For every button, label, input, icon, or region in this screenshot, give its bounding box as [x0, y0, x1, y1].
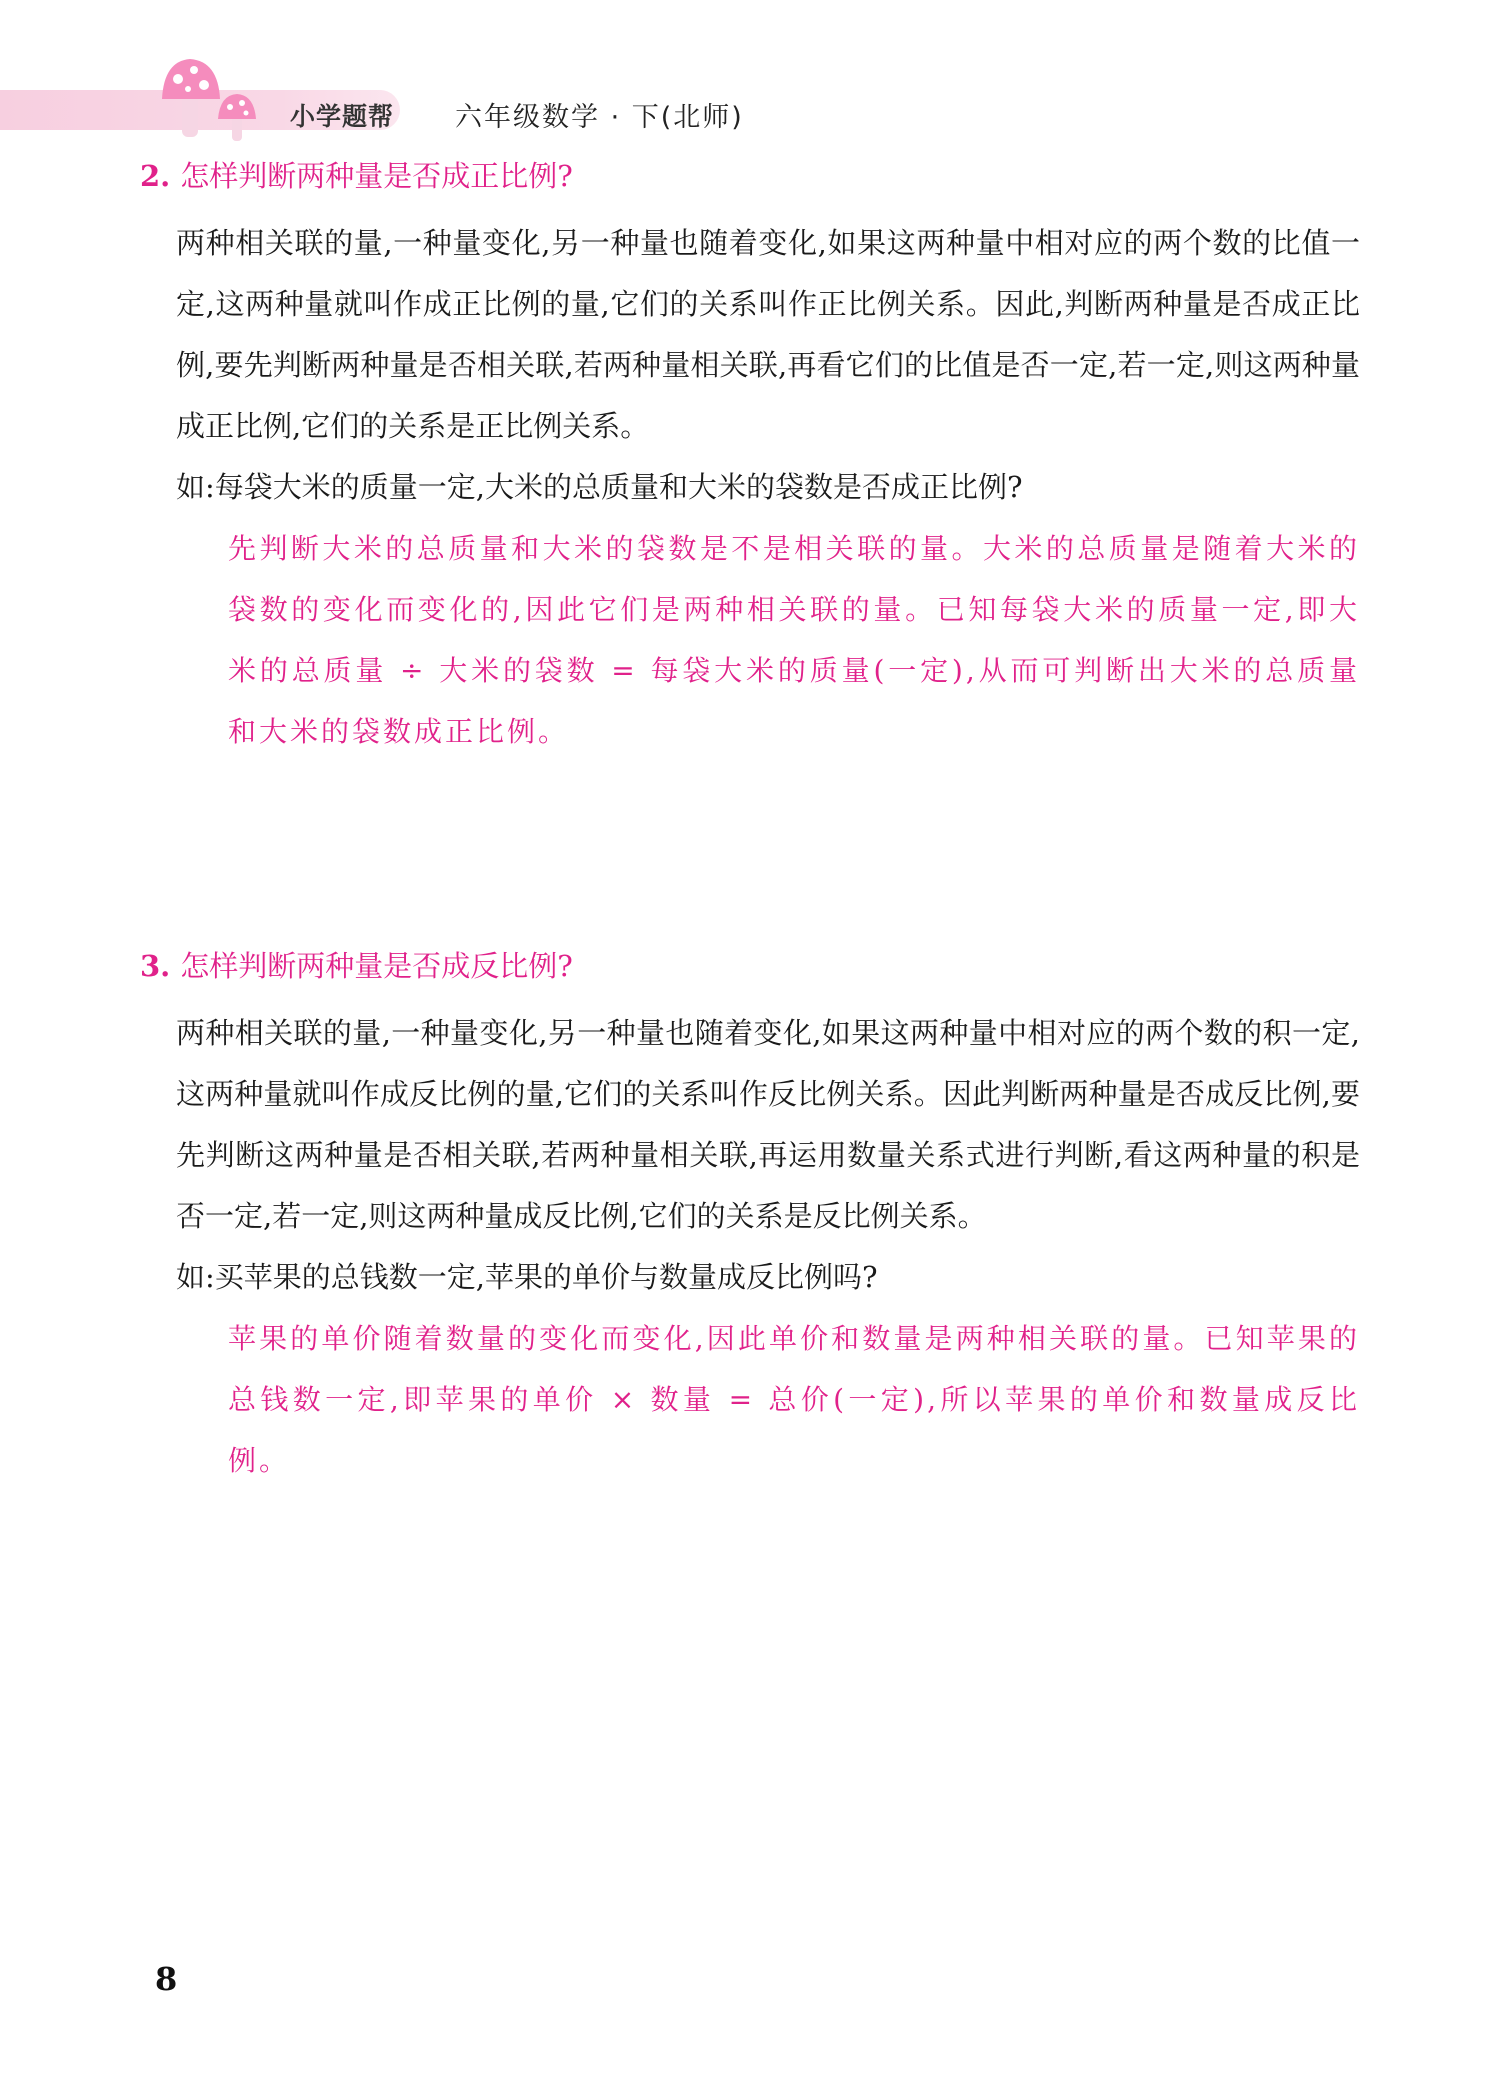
question-heading: [140, 945, 1360, 987]
page-number: 8: [155, 1960, 178, 1998]
example-question: 如:每袋大米的质量一定,大米的总质量和大米的袋数是否成正比例?: [176, 470, 1023, 504]
question-text: 怎样判断两种量是否成反比例?: [180, 949, 573, 983]
question-text: 怎样判断两种量是否成正比例?: [180, 159, 573, 193]
question-number: 3.: [140, 949, 171, 983]
section-direct-proportion: [140, 155, 1360, 762]
mushroom-logo-icon: [160, 55, 280, 155]
example-question: 如:买苹果的总钱数一定,苹果的单价与数量成反比例吗?: [176, 1260, 878, 1294]
example-answer: 苹果的单价随着数量的变化而变化,因此单价和数量是两种相关联的量。已知苹果的总钱数一定,即苹果的单价 × 数量 = 总价(一定),所以苹果的单价和数量成反比例。: [228, 1322, 1360, 1477]
section-inverse-proportion: [140, 945, 1360, 1491]
explanation-paragraph: 两种相关联的量,一种量变化,另一种量也随着变化,如果这两种量中相对应的两个数的比值一定,这两种量就叫作成正比例的量,它们的关系叫作正比例关系。因此,判断两种量是否成正比例,要先判断两种量是否相关联,若两种量相关联,再看它们的比值是否一定,若一定,则这两种量成正比例,它们的关系是正比例关系。: [176, 226, 1360, 443]
explanation-paragraph: 两种相关联的量,一种量变化,另一种量也随着变化,如果这两种量中相对应的两个数的积一定,这两种量就叫作成反比例的量,它们的关系叫作反比例关系。因此判断两种量是否成反比例,要先判断这两种量是否相关联,若两种量相关联,再运用数量关系式进行判断,看这两种量的积是否一定,若一定,则这两种量成反比例,它们的关系是反比例关系。: [176, 1016, 1360, 1233]
book-title: 六年级数学 · 下(北师): [455, 102, 744, 133]
question-number: 2.: [140, 159, 171, 193]
question-heading: [140, 155, 1360, 197]
example-answer: 先判断大米的总质量和大米的袋数是不是相关联的量。大米的总质量是随着大米的袋数的变化而变化的,因此它们是两种相关联的量。已知每袋大米的质量一定,即大米的总质量 ÷ 大米的袋数 = 每袋大米的质量(一定),从而可判断出大米的总质量和大米的袋数成正比例。: [228, 532, 1360, 748]
brand-label: 小学题帮: [290, 102, 395, 131]
